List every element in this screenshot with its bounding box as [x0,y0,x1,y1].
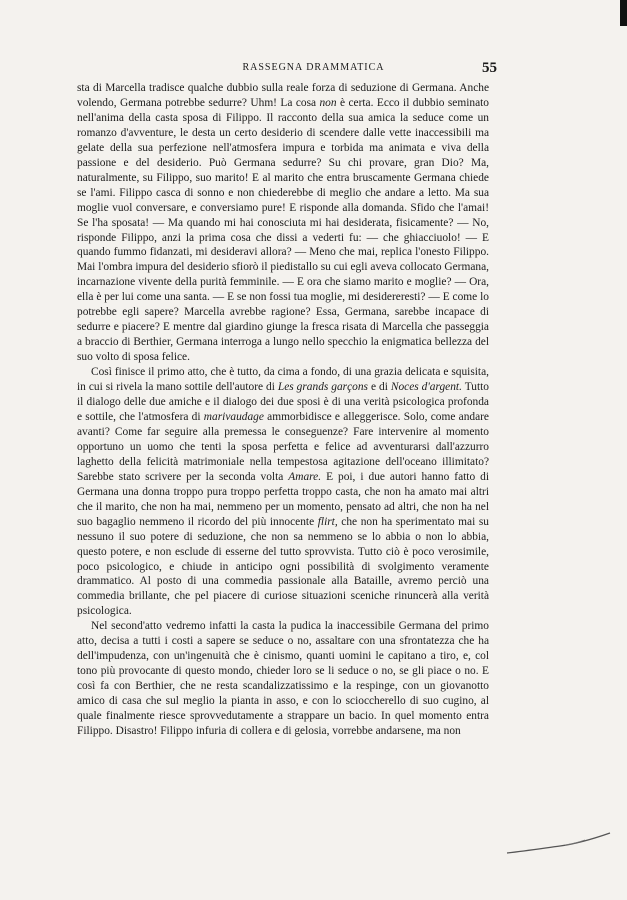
italic-title: marivaudage [203,410,264,423]
text-run: E poi, i due autori hanno fatto di Germana una donna troppo pura troppo perfetta troppo casta, che non ha amato mai altri che il marito, che non ha mai, nemmeno per un momento, pensato ad altri, che non ha nel suo bagaglio nemmeno il ricordo del più innocente [77,470,489,528]
text-run: Così finisce il primo atto, che è tutto, da cima a fondo, di una grazia delicata e squisita, in cui si rivela la mano sottile dell'autore di [77,366,489,394]
text-run: Tutto il dialogo delle due amiche e il dialogo dei due sposi è di una verità psicologica profonda e sottile, che l'atmosfera di [77,381,489,423]
paragraph [77,365,489,619]
page-number: 55 [482,60,497,76]
pencil-mark-icon [505,815,615,865]
scan-edge-mark [620,0,627,26]
text-run: e di [368,381,391,394]
italic-title: non [319,96,337,109]
text-run: che non ha sperimentato mai su nessuno il suo potere di seduzione, che non sa nemmeno se lo abbia o non lo abbia, questo potere, e non esclude di esserne del tutto sprovvista. Tutto ciò è poco verosimile, poco psicologico, e chiude in anticipo ogni possibilità di svolgimento veramente drammatico. Al posto di una commedia passionale alla Bataille, avremo perciò una commedia brillante, che pel piacere di curiose situazioni sceniche rinuncerà alla verità psicologica. [77,515,489,618]
italic-title: Les grands garçons [277,381,368,394]
article-body [77,81,489,739]
text-run: Nel second'atto vedremo infatti la casta la pudica la inaccessibile Germana del primo atto, decisa a tutti i costi a sapere se seduce o no, assaltare con una sfrontatezza che ha dell'impudenza, con un'ingenuità che è cinismo, quanti uomini le capitano a tiro, e, col tono più provocante di questo mondo, chieder loro se li seduce o no, se gli piace o no. E così fa con Berthier, che ne resta scandalizzatissimo e la respinge, con un giovanotto amico di casa che sul meglio la pianta in asso, e con lo scioccherello di suo cugino, al quale finalmente riesce sprovvedutamente a strappare un bacio. In quel momento entra Filippo. Disastro! Filippo infuria di collera e di gelosia, vorrebbe andarsene, ma non [77,620,489,737]
text-run: ammorbidisce e alleggerisce. Solo, come andare avanti? Come far seguire alla premessa le conseguenze? Fare intervenire al momento opportuno un uomo che tenti la sposa perfetta e felice ad avventurarsi dall'azzurro laghetto della felicità matrimoniale nella tempestosa agitazione dell'oceano illimitato? Sarebbe stato scrivere per la seconda volta [77,410,489,483]
italic-title: flirt, [317,515,338,528]
running-header: RASSEGNA DRAMMATICA [242,62,385,73]
paragraph [77,619,489,739]
text-run: sta di Marcella tradisce qualche dubbio sulla reale forza di seduzione di Germana. Anche volendo, Germana potrebbe sedurre? Uhm! La cosa [77,82,489,109]
paragraph [77,81,489,365]
italic-title: Amare. [288,470,322,483]
text-run: è certa. Ecco il dubbio seminato nell'anima della casta sposa di Filippo. Il racconto della sua amica la seduce come un romanzo d'avventure, le desta un certo desiderio di scendere dalle vette inaccessibili ma gelate della sua perfezione nell'atmosfera impura e torbida ma animata e viva della passione e del desiderio. Può Germana sedurre? Su chi provare, gran Dio? Ma, naturalmente, su Filippo, suo marito! E al marito che entra bruscamente Germana chiede se l'ami. Filippo casca di sonno e non chiederebbe di meglio che andare a letto. Ma sua moglie vuol conversare, e conversiamo pure! E risponde alla domanda. Sfido che l'amai! Se l'ha sposata! — Ma quando mi hai conosciuta mi hai desiderata, fisicamente? — No, risponde Filippo, anzi la prima cosa che dissi a vederti fu: — che ghiacciuolo! — E quando fummo fidanzati, mi desideravi allora? — Meno che mai, replica l'onesto Filippo. Mai l'ombra impura del desiderio sfiorò il piedistallo su cui egli aveva collocato Germana, incarnazione vivente della purità femminile. — E ora che siamo marito e moglie? — Ora, ella è per lui come una santa. — E se non fossi tua moglie, mi desidereresti? — E come lo potrebbe egli sapere? Marcella avrebbe ragione? Essa, Germana, sarebbe incapace di sedurre e piacere? E mentre dal giardino giunge la fresca risata di Marcella che passeggia a braccio di Berthier, Germana interroga a lungo nello specchio la enigmatica bellezza del suo volto di sposa felice. [77,96,489,364]
italic-title: Noces d'argent. [390,381,462,394]
